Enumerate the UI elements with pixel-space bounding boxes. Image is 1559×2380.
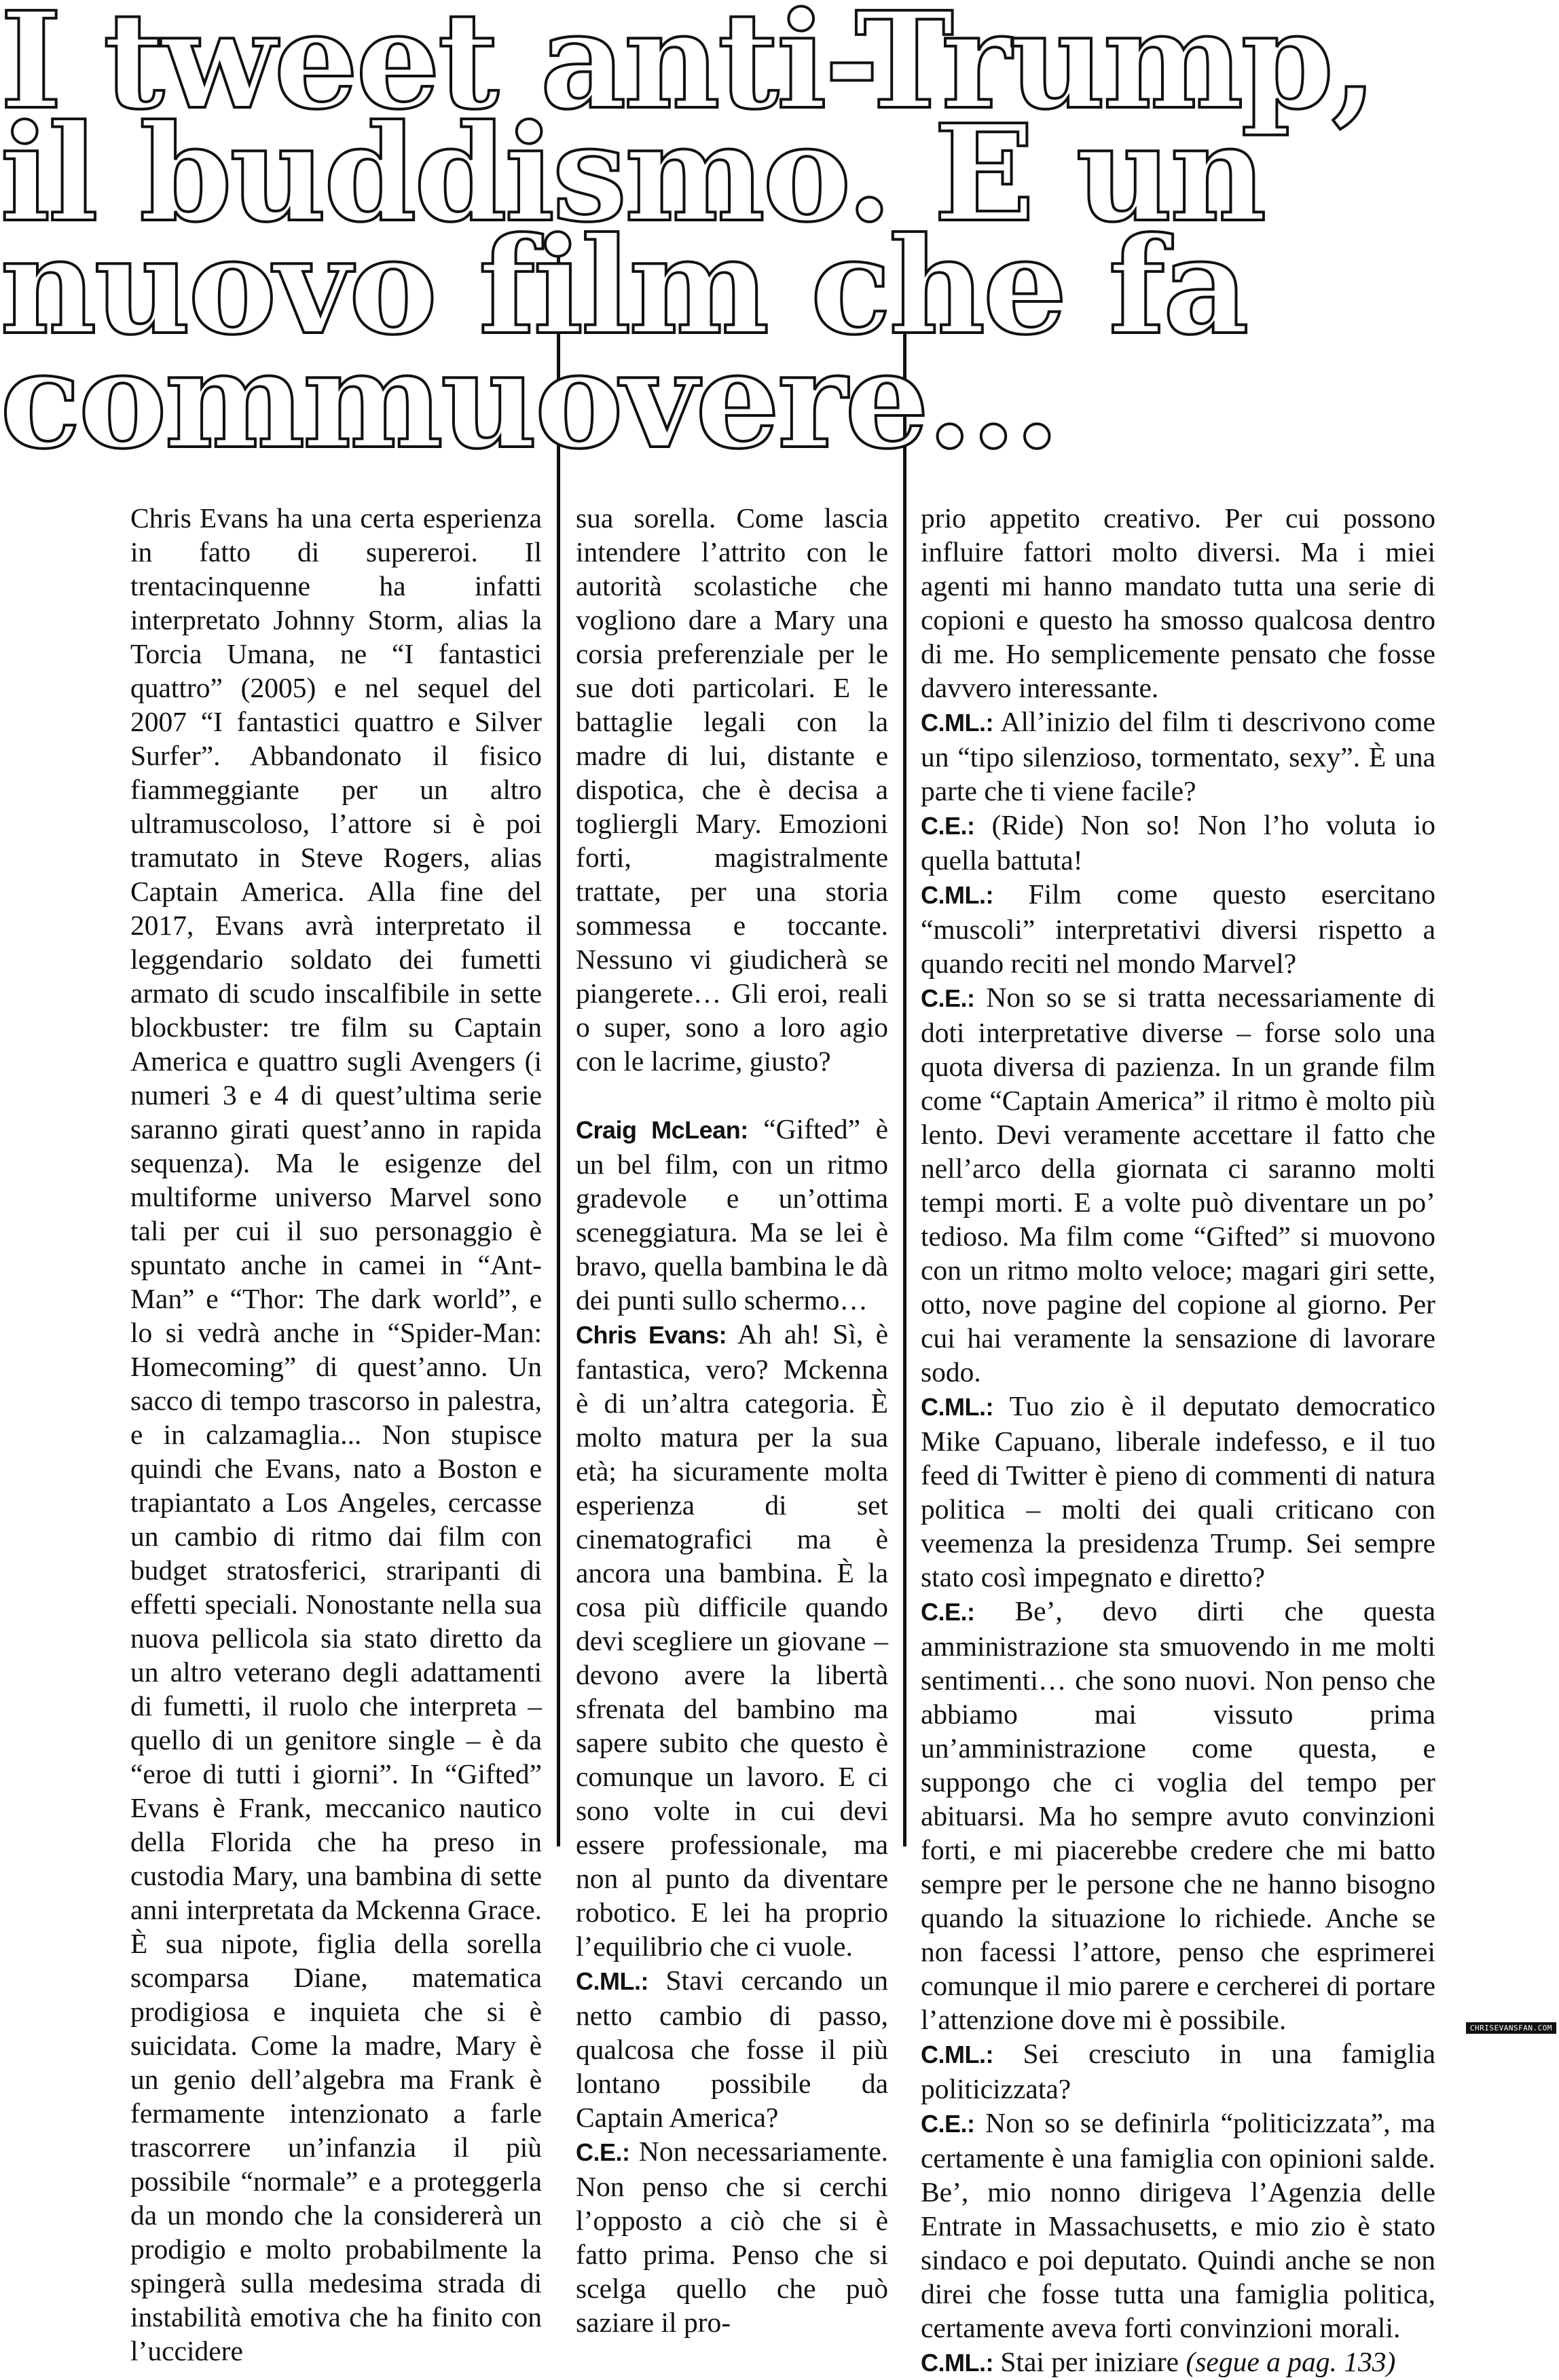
paragraph-text: Chris Evans ha una certa esperienza in fatto di supereroi. Il trentacinquenne ha infatti interpretato Johnny Storm, alias la Torcia Umana, ne “I fantastici quattro” (2005) e nel sequel del 2007 “I fantastici quattro e Silver Surfer”. Abbandonato il fisico fiammeggiante per un altro ultramuscoloso, l’attore si è poi tramutato in Steve Rogers, alias Captain America. Alla fine del 2017, Evans avrà interpretato il leggendario soldato dei fumetti armato di scudo inscalfibile in sette blockbuster: tre film su Captain America e quattro sugli Avengers (i numeri 3 e 4 di quest’ultima serie saranno girati quest’anno in rapida sequenza). Ma le esigenze del multiforme universo Marvel sono tali per cui il suo personaggio è spuntato anche in camei in “Ant-Man” e “Thor: The dark world”, e lo si vedrà anche in “Spider-Man: Homecoming” di quest’anno. Un sacco di tempo trascorso in palestra, e in calzamaglia... Non stupisce quindi che Evans, nato a Boston e trapiantato a Los Angeles, cercasse un cambio di ritmo dai film con budget stratosferici, straripanti di effetti speciali. Nonostante nella sua nuova pellicola sia stato diretto da un altro veterano degli adattamenti di fumetti, il ruolo che interpreta – quello di un genitore single – è da “eroe di tutti i giorni”. In “Gifted” Evans è Frank, meccanico nautico della Florida che ha preso in custodia Mary, una bambina di sette anni interpretata da Mckenna Grace. È sua nipote, figlia della sorella scomparsa Diane, matematica prodigiosa e inquieta che si è suicidata. Come la madre, Mary è un genio dell’algebra ma Frank è fermamente intenzionato a farle trascorrere un’infanzia il più possibile “normale” e a proteggerla da un mondo che la considererà un prodigio e molto probabilmente la spingerà sulla medesima strada di instabilità emotiva che ha finito con l’uccidere	[130, 502, 542, 2366]
continuation-note: (segue a pag. 133)	[1186, 2346, 1396, 2377]
article-paragraph	[576, 501, 888, 1078]
paragraph-text: (Ride) Non so! Non l’ho voluta io quella battuta!	[921, 809, 1435, 876]
interview-answer	[921, 980, 1435, 1389]
paragraph-text: “Gifted” è un bel film, con un ritmo gradevole e un’ottima sceneggiatura. Ma se lei è bravo, quella bambina le dà dei punti sullo schermo…	[576, 1113, 888, 1316]
interview-answer	[921, 2106, 1435, 2345]
paragraph-text: Non so se si tratta necessariamente di doti interpretative diverse – forse solo una quota diversa di pazienza. In un grande film come “Captain America” il ritmo è molto più lento. Devi veramente accettare il fatto che nell’arco della giornata ci saranno molti tempi morti. E a volte può diventare un po’ tedioso. Ma film come “Gifted” si muovono con un ritmo molto veloce; magari giri sette, otto, nove pagine del copione al giorno. Per cui hai veramente la sensazione di lavorare sodo.	[921, 982, 1435, 1388]
paragraph-text: Ah ah! Sì, è fantastica, vero? Mckenna è di un’altra categoria. È molto matura per la sua età; ha sicuramente molta esperienza di set cinematografici ma è ancora una bambina. È la cosa più difficile quando devi scegliere un giovane – devono avere la libertà sfrenata del bambino ma sapere subito che questo è comunque un lavoro. E ci sono volte in cui devi essere professionale, ma non al punto da diventare robotico. E lei ha proprio l’equilibrio che ci vuole.	[576, 1318, 888, 1962]
interview-question	[921, 877, 1435, 980]
interview-answer	[576, 2134, 888, 2339]
speaker-label: C.ML.:	[921, 1393, 993, 1421]
speaker-label: C.E.:	[921, 2110, 975, 2138]
speaker-label: Chris Evans:	[576, 1321, 727, 1349]
paragraph-text: Stavi cercando un netto cambio di passo, qualcosa che fosse il più lontano possibile da Captain America?	[576, 1965, 888, 2133]
paragraph-text: Non necessariamente. Non penso che si cerchi l’opposto a ciò che si è fatto prima. Penso che si scelga quello che può saziare il pro-	[576, 2136, 888, 2338]
interview-answer	[921, 808, 1435, 877]
article-column-3	[921, 501, 1435, 2380]
speaker-label: C.ML.:	[921, 881, 993, 909]
interview-question	[576, 1112, 888, 1317]
speaker-label: C.ML.:	[921, 2041, 993, 2068]
paragraph-text: All’inizio del film ti descrivono come un “tipo silenzioso, tormentato, sexy”. È una parte che ti viene facile?	[921, 706, 1435, 806]
speaker-label: C.ML.:	[921, 709, 993, 737]
paragraph-text: prio appetito creativo. Per cui possono influire fattori molto diversi. Ma i miei agenti mi hanno mandato tutta una serie di copioni e questo ha smosso qualcosa dentro di me. Ho semplicemente pensato che fosse davvero interessante.	[921, 502, 1435, 703]
headline-line-1: I tweet anti-Trump,	[0, 0, 1375, 139]
article-column-2	[576, 501, 888, 2339]
paragraph-text: Sei cresciuto in una famiglia politicizzata?	[921, 2038, 1435, 2104]
interview-question	[576, 1963, 888, 2134]
paragraph-text: sua sorella. Come lascia intendere l’attrito con le autorità scolastiche che vogliono dare a Mary una corsia preferenziale per le sue doti particolari. E le battaglie legali con la madre di lui, distante e dispotica, che è decisa a togliergli Mary. Emozioni forti, magistralmente trattate, per una storia sommessa e toccante. Nessuno vi giudicherà se piangerete… Gli eroi, reali o super, sono a loro agio con le lacrime, giusto?	[576, 502, 888, 1077]
speaker-label: C.E.:	[921, 984, 975, 1012]
headline-line-2: il buddismo. E un	[0, 96, 1264, 252]
headline-line-4: commuovere...	[0, 322, 1058, 475]
interview-question	[921, 705, 1435, 808]
watermark-badge: CHRISEVANSFAN.COM	[1466, 2022, 1556, 2034]
paragraph-text: Film come questo esercitano “muscoli” interpretativi diversi rispetto a quando reciti nel mondo Marvel?	[921, 878, 1435, 979]
interview-question	[921, 2345, 1435, 2380]
interview-answer	[576, 1317, 888, 1963]
headline	[0, 0, 1559, 475]
paragraph-text: Non so se definirla “politicizzata”, ma certamente è una famiglia con opinioni salde. Be’, mio nonno dirigeva l’Agenzia delle Entrate in Massachusetts, e mio zio è stato sindaco e poi deputato. Quindi anche se non direi che fosse tutta una famiglia politica, certamente aveva forti convinzioni morali.	[921, 2107, 1435, 2343]
paragraph-text: Be’, devo dirti che questa amministrazione sta smuovendo in me molti sentimenti… che sono nuovi. Non penso che abbiamo mai vissuto prima un’amministrazione come questa, e suppongo che ci voglia del tempo per abituarsi. Ma ho sempre avuto convinzioni forti, e mi piacerebbe credere che mi batto sempre per le persone che ne hanno bisogno quando la situazione lo richiede. Anche se non facessi l’attore, penso che esprimerei comunque il mio parere e cercherei di portare l’attenzione dove mi è possibile.	[921, 1595, 1435, 2035]
interview-answer	[921, 1594, 1435, 2037]
speaker-label: C.ML.:	[576, 1967, 648, 1995]
speaker-label: Craig McLean:	[576, 1116, 748, 1144]
interview-question	[921, 2037, 1435, 2106]
column-divider-1	[557, 238, 560, 1846]
article-column-1	[130, 501, 542, 2368]
speaker-label: C.E.:	[576, 2138, 630, 2166]
speaker-label: C.ML.:	[921, 2349, 993, 2377]
interview-answer	[921, 501, 1435, 705]
headline-line-3: nuovo film che fa	[0, 208, 1247, 365]
column-divider-2	[903, 238, 906, 1846]
paragraph-text: Tuo zio è il deputato democratico Mike Capuano, liberale indefesso, e il tuo feed di Twitter è pieno di commenti di natura politica – molti dei quali criticano con veemenza la presidenza Trump. Sei sempre stato così impegnato e diretto?	[921, 1390, 1435, 1593]
interview-question	[921, 1389, 1435, 1594]
article-paragraph	[130, 501, 542, 2368]
speaker-label: C.E.:	[921, 812, 975, 840]
speaker-label: C.E.:	[921, 1598, 975, 1626]
paragraph-text: Stai per iniziare	[993, 2346, 1186, 2377]
